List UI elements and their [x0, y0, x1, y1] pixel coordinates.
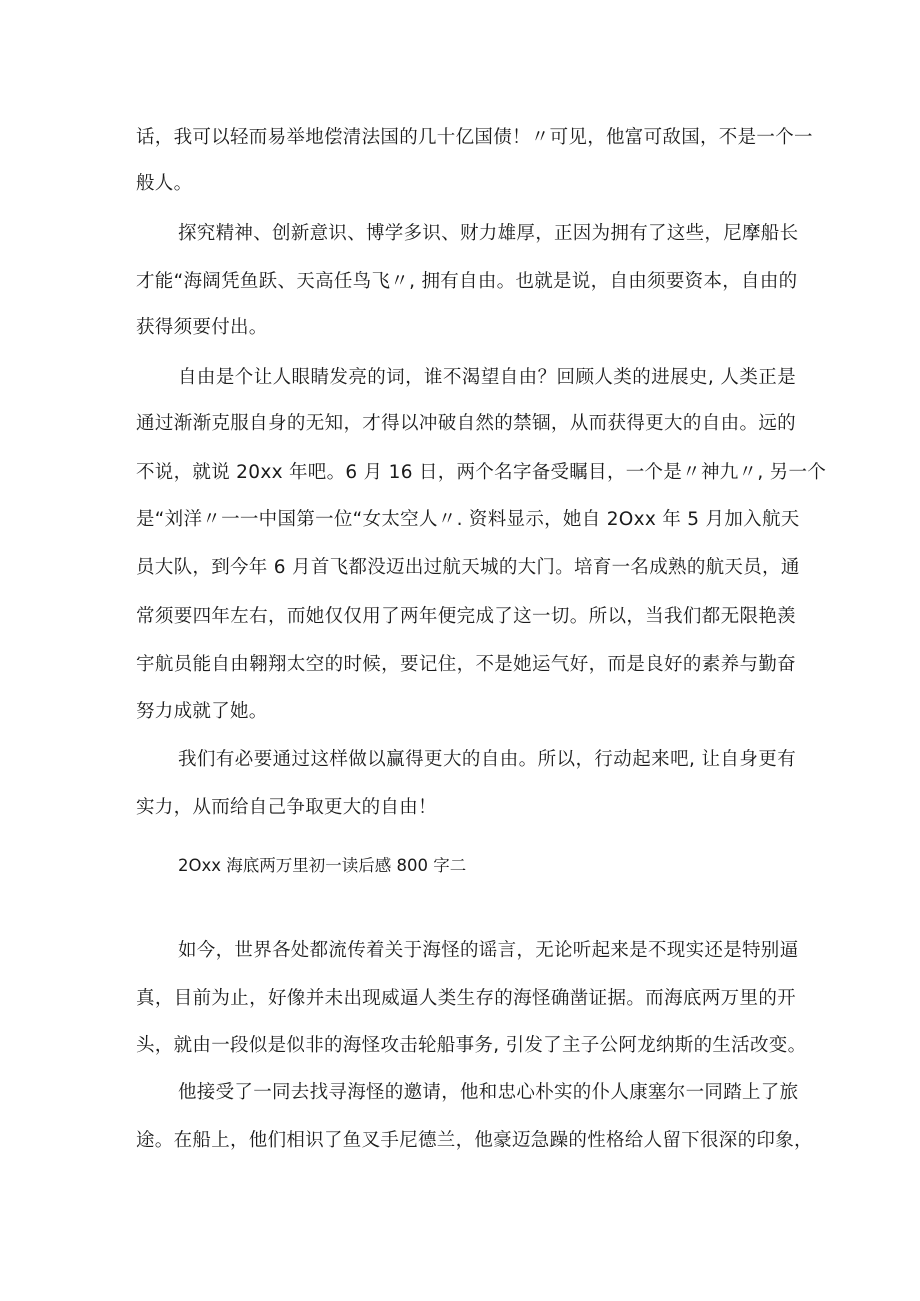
paragraph-line: 头，就由一段似是似非的海怪攻击轮船事务, 引发了主子公阿龙纳斯的生活改变。 — [136, 1035, 807, 1056]
paragraph-line: 如今，世界各处都流传着关于海怪的谣言，无论听起来是不现实还是特别逼 — [178, 940, 799, 961]
paragraph-line: 是“刘洋〃一一中国第一位“女太空人〃. 资料显示，她自 2Oxx 年 5 月加入航天 — [136, 509, 800, 530]
paragraph-line: 途。在船上，他们相识了鱼叉手尼德兰，他豪迈急躁的性格给人留下很深的印象， — [136, 1130, 813, 1151]
paragraph-line: 真，目前为止，好像并未出现威逼人类生存的海怪确凿证据。而海底两万里的开 — [136, 988, 796, 1009]
paragraph-line: 常须要四年左右，而她仅仅用了两年便完成了这一切。所以，当我们都无限艳羡 — [136, 606, 796, 627]
paragraph-line: 探究精神、创新意识、博学多识、财力雄厚，正因为拥有了这些，尼摩船长 — [178, 223, 799, 244]
paragraph-line: 不说，就说 20xx 年吧。6 月 16 日，两个名字备受瞩目，一个是〃神九〃, 另一个 — [136, 462, 827, 483]
paragraph-line: 我们有必要通过这样做以赢得更大的自由。所以，行动起来吧, 让自身更有 — [178, 749, 796, 770]
paragraph-line: 努力成就了她。 — [136, 701, 268, 722]
paragraph-line: 宇航员能自由翱翔太空的时候，要记住，不是她运气好，而是良好的素养与勤奋 — [136, 654, 796, 675]
paragraph-line: 才能“海阔凭鱼跃、天高任鸟飞〃, 拥有自由。也就是说，自由须要资本，自由的 — [136, 271, 798, 292]
paragraph-line: 获得须要付出。 — [136, 317, 268, 338]
paragraph-line: 实力，从而给自己争取更大的自由！ — [136, 797, 437, 818]
paragraph-line: 他接受了一同去找寻海怪的邀请，他和忠心朴实的仆人康塞尔一同踏上了旅 — [178, 1082, 799, 1103]
paragraph-line: 员大队，到今年 6 月首飞都没迈出过航天城的大门。培育一名成熟的航天员，通 — [136, 557, 800, 578]
paragraph-line: 自由是个让人眼睛发亮的词，谁不渴望自由？回顾人类的进展史, 人类正是 — [178, 367, 796, 388]
paragraph-line: 通过渐渐克服自身的无知，才得以冲破自然的禁锢，从而获得更大的自由。远的 — [136, 413, 796, 434]
section-subheading: 2Oxx 海底两万里初一读后感 800 字二 — [178, 856, 467, 875]
paragraph-line: 般人。 — [136, 173, 193, 194]
paragraph-line: 话，我可以轻而易举地偿清法国的几十亿国债！〃可见，他富可敌国，不是一个一 — [136, 127, 813, 148]
